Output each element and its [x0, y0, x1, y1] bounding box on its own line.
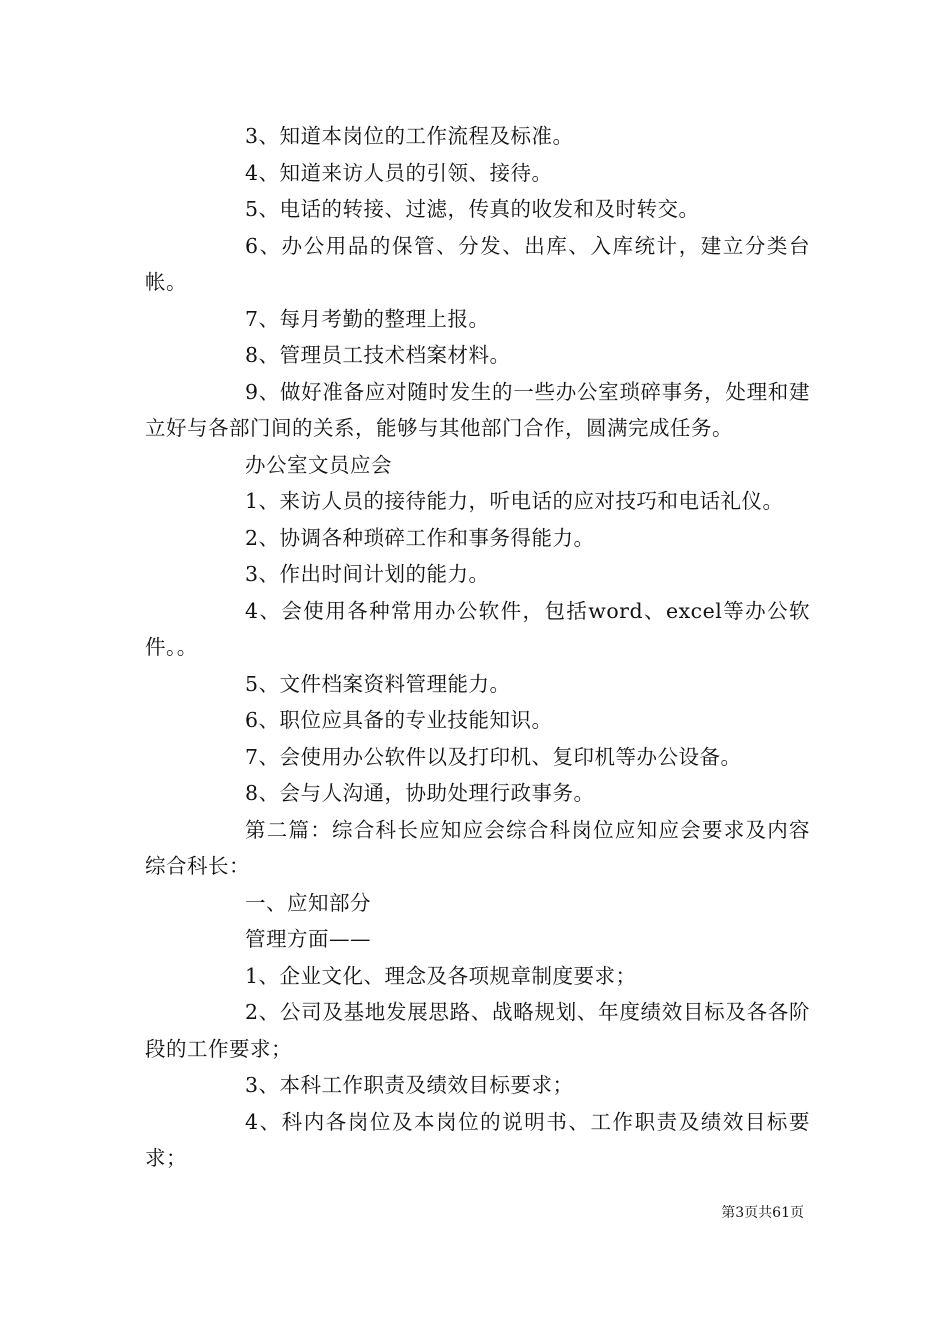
paragraph: 8、会与人沟通，协助处理行政事务。 [245, 781, 595, 805]
paragraph: 3、知道本岗位的工作流程及标准。 [245, 124, 574, 148]
paragraph: 9、做好准备应对随时发生的一些办公室琐碎事务，处理和建立好与各部门间的关系，能够与其他部门合作，圆满完成任务。 [145, 379, 810, 440]
paragraph: 4、科内各岗位及本岗位的说明书、工作职责及绩效目标要求； [145, 1109, 810, 1170]
paragraph: 5、电话的转接、过滤，传真的收发和及时转交。 [245, 197, 700, 221]
chapter-heading: 第二篇：综合科长应知应会综合科岗位应知应会要求及内容综合科长： [145, 817, 810, 878]
page-number-footer: 第3页共61页 [721, 1205, 804, 1221]
paragraph: 1、企业文化、理念及各项规章制度要求； [245, 963, 637, 988]
paragraph: 5、文件档案资料管理能力。 [245, 671, 511, 696]
paragraph: 7、每月考勤的整理上报。 [245, 306, 490, 331]
paragraph: 6、职位应具备的专业技能知识。 [245, 708, 553, 732]
paragraph: 1、来访人员的接待能力，听电话的应对技巧和电话礼仪。 [245, 489, 784, 513]
paragraph: 2、协调各种琐碎工作和事务得能力。 [245, 525, 595, 550]
section-heading: 办公室文员应会 [245, 452, 392, 477]
paragraph: 3、本科工作职责及绩效目标要求； [245, 1073, 574, 1097]
section-heading: 一、应知部分 [245, 890, 371, 915]
paragraph: 4、会使用各种常用办公软件，包括word、excel等办公软件。。 [145, 598, 810, 659]
paragraph: 8、管理员工技术档案材料。 [245, 343, 511, 367]
paragraph: 4、知道来访人员的引领、接待。 [245, 160, 553, 185]
paragraph: 7、会使用办公软件以及打印机、复印机等办公设备。 [245, 744, 742, 769]
document-body [145, 118, 810, 1177]
subsection-heading: 管理方面—— [245, 927, 371, 951]
paragraph: 3、作出时间计划的能力。 [245, 562, 490, 586]
paragraph: 6、办公用品的保管、分发、出库、入库统计，建立分类台帐。 [145, 233, 810, 294]
paragraph: 2、公司及基地发展思路、战略规划、年度绩效目标及各各阶段的工作要求； [145, 1000, 810, 1061]
